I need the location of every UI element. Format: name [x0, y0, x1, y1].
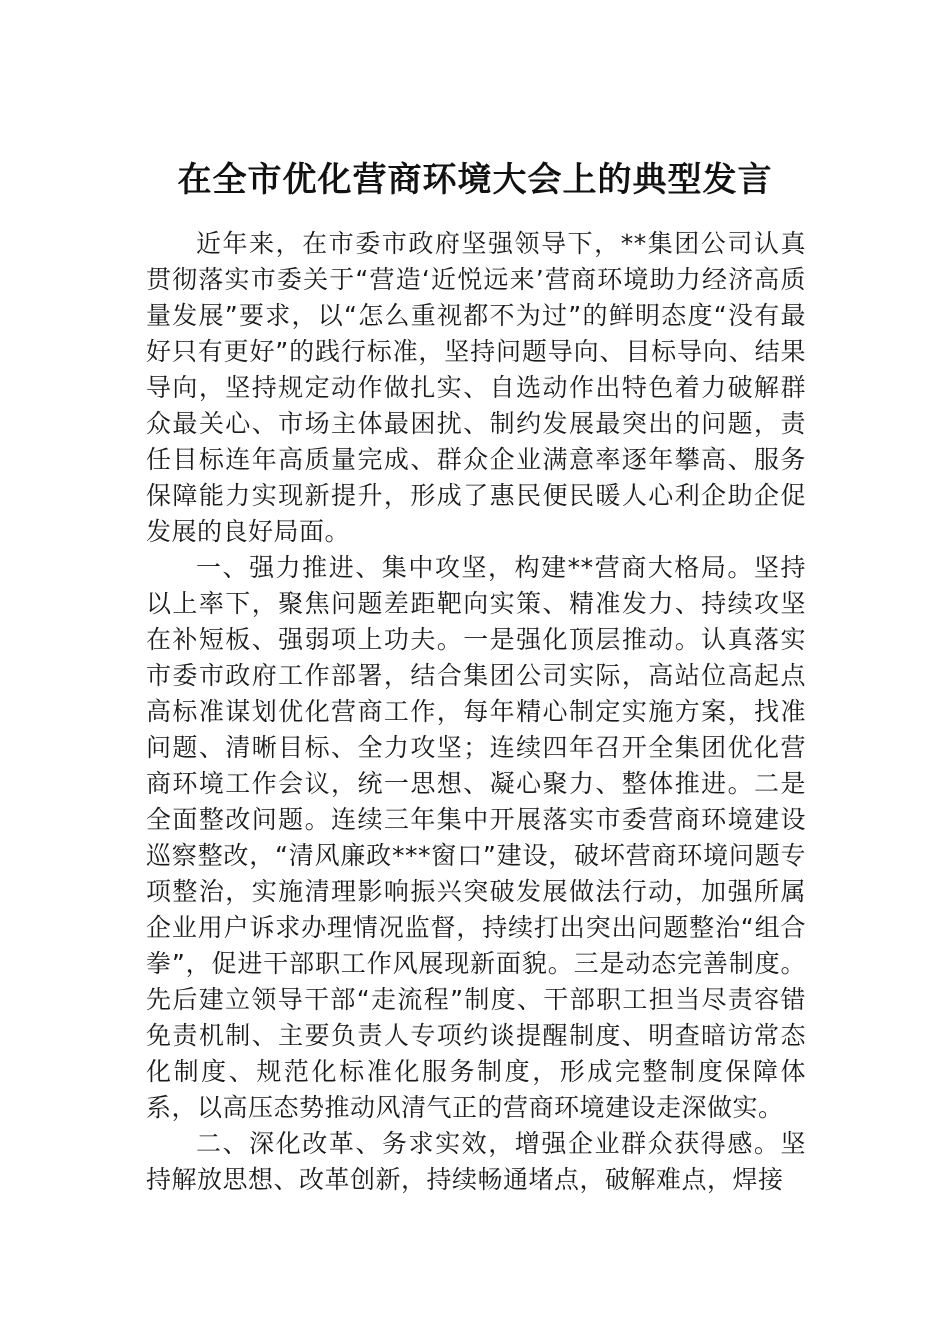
- paragraph-section-one: 一、强力推进、集中攻坚，构建**营商大格局。坚持以上率下，聚焦问题差距靶向实策、精准发力、持续攻坚在补短板、强弱项上功夫。一是强化顶层推动。认真落实市委市政府工作部署，结合集团公司实际，高站位高起点高标准谋划优化营商工作，每年精心制定实施方案，找准问题、清晰目标、全力攻坚；连续四年召开全集团优化营商环境工作会议，统一思想、凝心聚力、整体推进。二是全面整改问题。连续三年集中开展落实市委营商环境建设巡察整改，“清风廉政***窗口”建设，破坏营商环境问题专项整治，实施清理影响振兴突破发展做法行动，加强所属企业用户诉求办理情况监督，持续打出突出问题整治“组合拳”，促进干部职工作风展现新面貌。三是动态完善制度。先后建立领导干部“走流程”制度、干部职工担当尽责容错免责机制、主要负责人专项约谈提醒制度、明查暗访常态化制度、规范化标准化服务制度，形成完整制度保障体系，以高压态势推动风清气正的营商环境建设走深做实。: [146, 553, 806, 1122]
- document-body: [146, 226, 806, 1198]
- document-title: 在全市优化营商环境大会上的典型发言: [177, 160, 773, 200]
- paragraph-section-two: 二、深化改革、务求实效，增强企业群众获得感。坚持解放思想、改革创新，持续畅通堵点，破解难点，焊接: [146, 1129, 806, 1194]
- paragraph-intro: 近年来，在市委市政府坚强领导下，**集团公司认真贯彻落实市委关于“营造‘近悦远来’营商环境助力经济高质量发展”要求，以“怎么重视都不为过”的鲜明态度“没有最好只有更好”的践行标准，坚持问题导向、目标导向、结果导向，坚持规定动作做扎实、自选动作出特色着力破解群众最关心、市场主体最困扰、制约发展最突出的问题，责任目标连年高质量完成、群众企业满意率逐年攀高、服务保障能力实现新提升，形成了惠民便民暖人心利企助企促发展的良好局面。: [146, 229, 806, 546]
